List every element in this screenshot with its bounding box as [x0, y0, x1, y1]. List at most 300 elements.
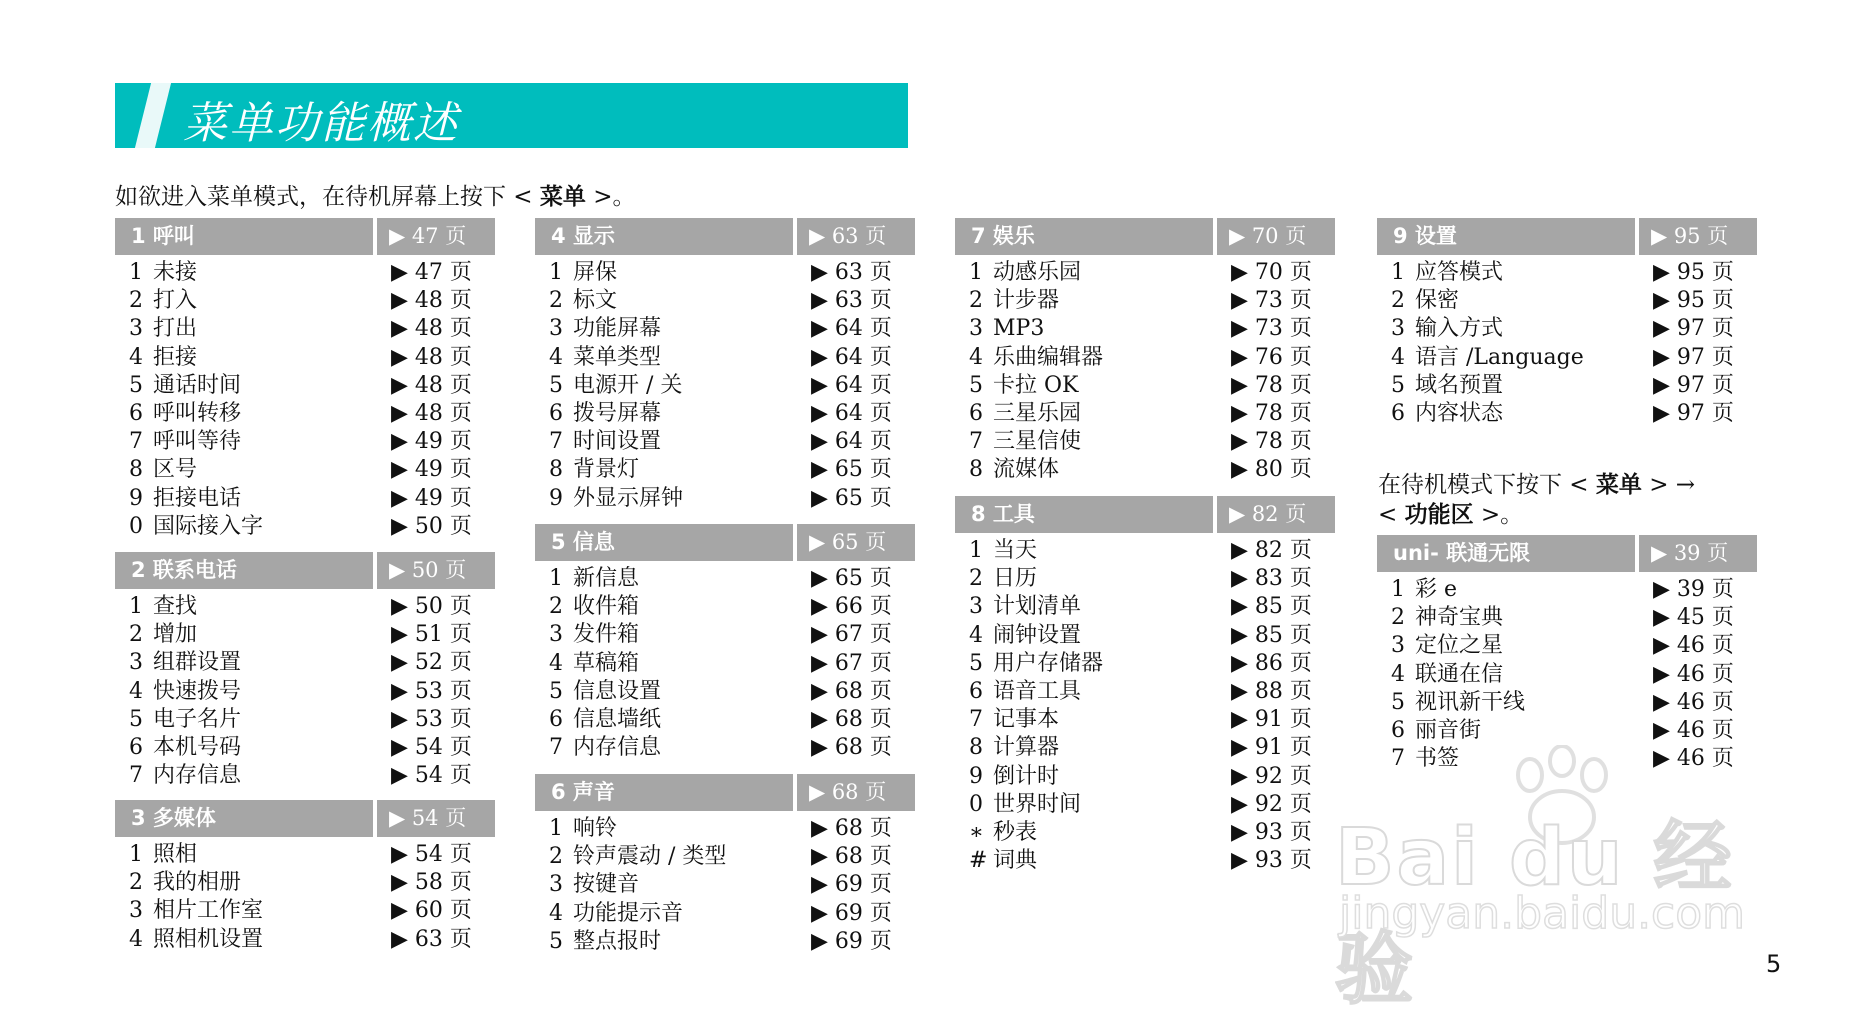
menu-item-label: 打入	[153, 288, 198, 314]
menu-item-number: 5	[129, 372, 143, 398]
menu-item	[535, 400, 915, 428]
menu-item-page: ▶ 39 页	[1653, 577, 1734, 602]
menu-item-page: ▶ 68 页	[811, 735, 892, 761]
menu-item-number: 6	[1391, 717, 1405, 743]
menu-item-page: ▶ 48 页	[391, 316, 472, 342]
menu-item-number: 7	[549, 735, 563, 761]
section-title: 1 呼叫	[115, 218, 373, 255]
menu-item-page: ▶ 54 页	[391, 842, 472, 867]
menu-item	[955, 622, 1335, 650]
menu-item-label: 快速拨号	[153, 678, 242, 704]
menu-item	[115, 926, 495, 954]
section-page-ref: ▶ 95 页	[1639, 218, 1757, 255]
menu-item-page: ▶ 65 页	[811, 457, 892, 483]
menu-item-number: 5	[129, 706, 143, 732]
menu-item-label: 菜单类型	[573, 344, 662, 370]
menu-item-label: 闹钟设置	[993, 622, 1082, 648]
section-title: 3 多媒体	[115, 800, 373, 837]
menu-item-page: ▶ 46 页	[1653, 633, 1734, 659]
menu-item	[535, 678, 915, 706]
menu-item-label: 联通在信	[1415, 661, 1504, 687]
menu-item	[115, 513, 495, 541]
menu-item-number: 8	[969, 457, 983, 483]
menu-item-number: 1	[969, 538, 983, 563]
menu-item-number: 2	[969, 566, 983, 592]
menu-item-page: ▶ 83 页	[1231, 566, 1312, 592]
menu-item-page: ▶ 48 页	[391, 344, 472, 370]
menu-item-label: 背景灯	[573, 457, 640, 483]
menu-item	[115, 706, 495, 734]
menu-item-page: ▶ 64 页	[811, 429, 892, 455]
menu-item-number: 6	[549, 400, 563, 426]
menu-item	[115, 400, 495, 428]
menu-item-label: 流媒体	[993, 457, 1060, 483]
menu-item-number: 3	[1391, 316, 1405, 342]
menu-item-number: 8	[129, 457, 143, 483]
menu-item	[955, 763, 1335, 791]
menu-item-label: 照相	[153, 842, 198, 867]
menu-item-page: ▶ 64 页	[811, 400, 892, 426]
menu-item-label: 拒接	[153, 344, 198, 370]
menu-item-label: 我的相册	[153, 870, 242, 896]
menu-item-page: ▶ 63 页	[811, 288, 892, 314]
menu-item-number: 5	[969, 650, 983, 676]
menu-item	[535, 565, 915, 593]
menu-item-label: 语言 /Language	[1415, 344, 1584, 370]
menu-item-label: 响铃	[573, 816, 618, 841]
menu-item-number: 0	[129, 513, 143, 539]
menu-item-number: 4	[129, 926, 143, 952]
menu-item-label: 按键音	[573, 872, 640, 898]
menu-item-number: 6	[549, 706, 563, 732]
menu-item-page: ▶ 68 页	[811, 678, 892, 704]
menu-item-page: ▶ 51 页	[391, 622, 472, 648]
watermark-brand: Bai du 经验	[1335, 813, 1734, 1015]
section-items	[535, 255, 915, 519]
menu-item	[535, 871, 915, 899]
menu-item-number: 1	[1391, 577, 1405, 602]
banner-accent-bar	[135, 83, 171, 148]
menu-item-page: ▶ 85 页	[1231, 594, 1312, 620]
menu-item-label: 通话时间	[153, 372, 242, 398]
menu-item-label: 整点报时	[573, 928, 662, 954]
menu-item-number: 7	[549, 429, 563, 455]
menu-item-label: 增加	[153, 622, 198, 648]
menu-item-label: 呼叫等待	[153, 429, 242, 455]
menu-item	[1377, 604, 1757, 632]
menu-item	[115, 593, 495, 621]
section-items	[955, 255, 1335, 491]
menu-item-label: 收件箱	[573, 594, 640, 620]
section-header	[115, 218, 495, 255]
menu-item-page: ▶ 69 页	[811, 872, 892, 898]
section-header	[535, 524, 915, 561]
menu-item-label: 电源开 / 关	[573, 372, 683, 398]
menu-item-number: 5	[1391, 689, 1405, 715]
menu-item	[115, 762, 495, 790]
menu-item-label: 内容状态	[1415, 400, 1504, 426]
menu-item-label: 铃声震动 / 类型	[573, 844, 727, 870]
menu-section-tools	[955, 496, 1335, 881]
menu-item-page: ▶ 95 页	[1653, 260, 1734, 285]
section-header	[955, 496, 1335, 533]
menu-item-label: 用户存储器	[993, 650, 1104, 676]
menu-item-page: ▶ 97 页	[1653, 372, 1734, 398]
section-title: 7 娱乐	[955, 218, 1213, 255]
section-title: 4 显示	[535, 218, 793, 255]
menu-item	[955, 315, 1335, 343]
menu-item-page: ▶ 97 页	[1653, 344, 1734, 370]
menu-item-page: ▶ 48 页	[391, 400, 472, 426]
section-page-ref: ▶ 68 页	[797, 774, 915, 811]
watermark-url: jingyan.baidu.com	[1339, 888, 1746, 939]
menu-item-label: 定位之星	[1415, 633, 1504, 659]
intro-text: 如欲进入菜单模式，在待机屏幕上按下 < 菜单 >。	[115, 184, 636, 210]
menu-item-label: 功能提示音	[573, 900, 684, 926]
menu-item-page: ▶ 93 页	[1231, 848, 1312, 874]
menu-item-number: 1	[549, 816, 563, 841]
menu-item-label: 神奇宝典	[1415, 605, 1504, 631]
menu-item	[115, 456, 495, 484]
menu-item-page: ▶ 53 页	[391, 706, 472, 732]
menu-item-page: ▶ 68 页	[811, 816, 892, 841]
section-items	[115, 837, 495, 960]
menu-item-number: 4	[549, 650, 563, 676]
menu-item-label: 信息设置	[573, 678, 662, 704]
menu-item	[1377, 400, 1757, 428]
menu-item-number: 2	[1391, 288, 1405, 314]
menu-item-number: 8	[549, 457, 563, 483]
menu-item-page: ▶ 50 页	[391, 594, 472, 619]
menu-item-number: 4	[1391, 344, 1405, 370]
menu-item	[955, 565, 1335, 593]
menu-item-page: ▶ 97 页	[1653, 316, 1734, 342]
menu-item-label: 查找	[153, 594, 198, 619]
menu-section-multimedia	[115, 800, 495, 960]
menu-item-number: 0	[969, 791, 983, 817]
menu-item-number: 1	[1391, 260, 1405, 285]
menu-item	[115, 428, 495, 456]
function-area-note: 在待机模式下按下 < 菜单 > → < 功能区 >。	[1378, 472, 1696, 528]
menu-item-page: ▶ 69 页	[811, 928, 892, 954]
menu-item-number: 2	[549, 288, 563, 314]
menu-item	[955, 428, 1335, 456]
menu-item-number: 7	[129, 763, 143, 789]
menu-item-page: ▶ 45 页	[1653, 605, 1734, 631]
menu-item-label: 呼叫转移	[153, 400, 242, 426]
menu-item-number: 1	[129, 260, 143, 285]
menu-item	[955, 847, 1335, 875]
menu-item-label: 本机号码	[153, 734, 242, 760]
menu-item-label: 应答模式	[1415, 260, 1504, 285]
menu-item-page: ▶ 67 页	[811, 650, 892, 676]
menu-item-page: ▶ 46 页	[1653, 689, 1734, 715]
menu-item-number: 6	[969, 678, 983, 704]
menu-item-page: ▶ 64 页	[811, 316, 892, 342]
menu-section-messages	[535, 524, 915, 768]
menu-item-label: 计算器	[993, 735, 1060, 761]
menu-item-page: ▶ 85 页	[1231, 622, 1312, 648]
menu-item	[1377, 717, 1757, 745]
menu-item	[535, 706, 915, 734]
menu-item-label: 拨号屏幕	[573, 400, 662, 426]
menu-item	[955, 456, 1335, 484]
menu-item-page: ▶ 65 页	[811, 485, 892, 511]
menu-item-label: 视讯新干线	[1415, 689, 1526, 715]
menu-item-label: 动感乐园	[993, 260, 1082, 285]
menu-item-number: 2	[1391, 605, 1405, 631]
section-page-ref: ▶ 70 页	[1217, 218, 1335, 255]
menu-item-number: 2	[129, 870, 143, 896]
menu-item-page: ▶ 92 页	[1231, 763, 1312, 789]
menu-item-number: 6	[969, 400, 983, 426]
menu-item	[955, 791, 1335, 819]
menu-item-label: 三星信使	[993, 429, 1082, 455]
menu-item-page: ▶ 58 页	[391, 870, 472, 896]
menu-item	[955, 593, 1335, 621]
menu-item-page: ▶ 86 页	[1231, 650, 1312, 676]
menu-item	[535, 843, 915, 871]
menu-item-page: ▶ 49 页	[391, 429, 472, 455]
menu-item	[1377, 689, 1757, 717]
section-title: 5 信息	[535, 524, 793, 561]
menu-item-page: ▶ 68 页	[811, 844, 892, 870]
menu-item-number: 7	[1391, 746, 1405, 772]
menu-item	[115, 372, 495, 400]
menu-item-page: ▶ 53 页	[391, 678, 472, 704]
menu-item-number: 9	[969, 763, 983, 789]
menu-item-page: ▶ 88 页	[1231, 678, 1312, 704]
menu-item-number: 1	[549, 566, 563, 591]
section-title: 6 声音	[535, 774, 793, 811]
menu-item-label: 倒计时	[993, 763, 1060, 789]
menu-item-page: ▶ 64 页	[811, 344, 892, 370]
menu-item-number: 3	[549, 872, 563, 898]
section-items	[1377, 572, 1757, 779]
menu-item-label: 日历	[993, 566, 1038, 592]
menu-item	[115, 841, 495, 869]
menu-item-label: 草稿箱	[573, 650, 640, 676]
menu-item-page: ▶ 78 页	[1231, 372, 1312, 398]
menu-item-label: 相片工作室	[153, 898, 264, 924]
menu-item-page: ▶ 47 页	[391, 260, 472, 285]
menu-item	[1377, 344, 1757, 372]
menu-item-page: ▶ 49 页	[391, 485, 472, 511]
menu-item	[535, 815, 915, 843]
section-items	[535, 561, 915, 768]
menu-item-label: 新信息	[573, 566, 640, 591]
menu-item-number: 5	[969, 372, 983, 398]
menu-item-number: 2	[129, 622, 143, 648]
menu-item-label: 内存信息	[573, 735, 662, 761]
menu-item-page: ▶ 97 页	[1653, 400, 1734, 426]
menu-item	[535, 485, 915, 513]
menu-item	[115, 678, 495, 706]
menu-item	[955, 344, 1335, 372]
menu-item-number: 6	[1391, 400, 1405, 426]
menu-item-number: 6	[129, 734, 143, 760]
menu-item-label: 计划清单	[993, 594, 1082, 620]
section-title: 2 联系电话	[115, 552, 373, 589]
menu-item-page: ▶ 93 页	[1231, 819, 1312, 845]
section-header	[115, 800, 495, 837]
menu-item-number: 3	[1391, 633, 1405, 659]
menu-section-sound	[535, 774, 915, 962]
section-items	[955, 533, 1335, 881]
menu-item-label: 词典	[993, 848, 1038, 874]
menu-item	[1377, 576, 1757, 604]
menu-item	[955, 400, 1335, 428]
section-header	[955, 218, 1335, 255]
menu-item-number: 5	[1391, 372, 1405, 398]
menu-item-label: 功能屏幕	[573, 316, 662, 342]
menu-item-label: 照相机设置	[153, 926, 264, 952]
menu-item-number: ∗	[969, 819, 984, 845]
menu-item-page: ▶ 48 页	[391, 372, 472, 398]
menu-item	[955, 372, 1335, 400]
menu-item-number: 1	[129, 594, 143, 619]
menu-item-page: ▶ 65 页	[811, 566, 892, 591]
section-header	[115, 552, 495, 589]
menu-item-page: ▶ 78 页	[1231, 400, 1312, 426]
menu-item-label: 区号	[153, 457, 198, 483]
menu-item-number: 3	[969, 316, 983, 342]
menu-item-number: 2	[969, 288, 983, 314]
menu-item	[955, 819, 1335, 847]
menu-item-number: 3	[549, 622, 563, 648]
menu-item	[115, 259, 495, 287]
section-page-ref: ▶ 82 页	[1217, 496, 1335, 533]
menu-item-page: ▶ 82 页	[1231, 538, 1312, 563]
menu-item	[1377, 745, 1757, 773]
menu-item-number: 9	[129, 485, 143, 511]
menu-item	[955, 678, 1335, 706]
menu-item-page: ▶ 49 页	[391, 457, 472, 483]
menu-item	[535, 621, 915, 649]
menu-item-label: 丽音街	[1415, 717, 1482, 743]
menu-section-entertainment	[955, 218, 1335, 491]
menu-item	[535, 928, 915, 956]
menu-item-page: ▶ 64 页	[811, 372, 892, 398]
menu-item-number: 2	[129, 288, 143, 314]
menu-item-label: 秒表	[993, 819, 1038, 845]
menu-item-label: 打出	[153, 316, 198, 342]
menu-item	[535, 734, 915, 762]
menu-item	[115, 485, 495, 513]
menu-item-page: ▶ 78 页	[1231, 429, 1312, 455]
section-page-ref: ▶ 54 页	[377, 800, 495, 837]
menu-item-label: 内存信息	[153, 763, 242, 789]
menu-item-label: 保密	[1415, 288, 1460, 314]
menu-item-page: ▶ 92 页	[1231, 791, 1312, 817]
menu-item-page: ▶ 50 页	[391, 513, 472, 539]
menu-item-number: 3	[549, 316, 563, 342]
menu-item-label: 书签	[1415, 746, 1460, 772]
menu-item-page: ▶ 46 页	[1653, 746, 1734, 772]
menu-item-page: ▶ 52 页	[391, 650, 472, 676]
menu-item-number: 1	[969, 260, 983, 285]
menu-item	[115, 344, 495, 372]
menu-item-label: 外显示屏钟	[573, 485, 684, 511]
menu-item	[955, 734, 1335, 762]
menu-item-label: 时间设置	[573, 429, 662, 455]
menu-item-page: ▶ 73 页	[1231, 316, 1312, 342]
menu-item-label: 标文	[573, 288, 618, 314]
menu-item-label: MP3	[993, 316, 1045, 342]
section-header	[1377, 535, 1757, 572]
menu-item	[535, 593, 915, 621]
menu-item-number: 7	[969, 429, 983, 455]
menu-item-number: #	[969, 848, 988, 874]
menu-item	[535, 315, 915, 343]
menu-item-number: 4	[129, 344, 143, 370]
menu-section-call	[115, 218, 495, 547]
menu-item-label: 域名预置	[1415, 372, 1504, 398]
section-title: 8 工具	[955, 496, 1213, 533]
menu-item	[955, 650, 1335, 678]
menu-item-number: 8	[969, 735, 983, 761]
menu-item-page: ▶ 67 页	[811, 622, 892, 648]
menu-item	[115, 315, 495, 343]
menu-item-label: 乐曲编辑器	[993, 344, 1104, 370]
menu-item-page: ▶ 73 页	[1231, 288, 1312, 314]
section-page-ref: ▶ 47 页	[377, 218, 495, 255]
menu-item-page: ▶ 91 页	[1231, 707, 1312, 733]
menu-item-page: ▶ 60 页	[391, 898, 472, 924]
menu-item-page: ▶ 91 页	[1231, 735, 1312, 761]
menu-item	[1377, 372, 1757, 400]
section-page-ref: ▶ 63 页	[797, 218, 915, 255]
menu-item-number: 2	[549, 594, 563, 620]
menu-item-label: 组群设置	[153, 650, 242, 676]
menu-item-label: 记事本	[993, 707, 1060, 733]
section-items	[115, 255, 495, 547]
menu-section-contacts	[115, 552, 495, 796]
menu-item-page: ▶ 69 页	[811, 900, 892, 926]
menu-item-label: 当天	[993, 538, 1038, 563]
menu-item	[535, 650, 915, 678]
menu-item-label: 三星乐园	[993, 400, 1082, 426]
menu-item-page: ▶ 70 页	[1231, 260, 1312, 285]
menu-item-number: 4	[549, 344, 563, 370]
menu-item-page: ▶ 66 页	[811, 594, 892, 620]
menu-item-number: 4	[969, 622, 983, 648]
menu-item-number: 4	[1391, 661, 1405, 687]
menu-item	[115, 649, 495, 677]
menu-item-page: ▶ 54 页	[391, 734, 472, 760]
menu-item-number: 6	[129, 400, 143, 426]
menu-item-page: ▶ 46 页	[1653, 717, 1734, 743]
menu-item-label: 信息墙纸	[573, 706, 662, 732]
menu-item	[1377, 287, 1757, 315]
menu-item	[535, 344, 915, 372]
menu-item	[1377, 259, 1757, 287]
menu-item-number: 4	[129, 678, 143, 704]
menu-item-page: ▶ 95 页	[1653, 288, 1734, 314]
menu-item	[955, 537, 1335, 565]
menu-item-label: 拒接电话	[153, 485, 242, 511]
menu-item-number: 3	[969, 594, 983, 620]
menu-item-page: ▶ 54 页	[391, 763, 472, 789]
menu-item-label: 发件箱	[573, 622, 640, 648]
menu-item	[535, 287, 915, 315]
menu-item	[115, 621, 495, 649]
menu-item-label: 计步器	[993, 288, 1060, 314]
menu-item	[955, 706, 1335, 734]
section-items	[115, 589, 495, 796]
menu-item-page: ▶ 46 页	[1653, 661, 1734, 687]
menu-item-number: 3	[129, 898, 143, 924]
